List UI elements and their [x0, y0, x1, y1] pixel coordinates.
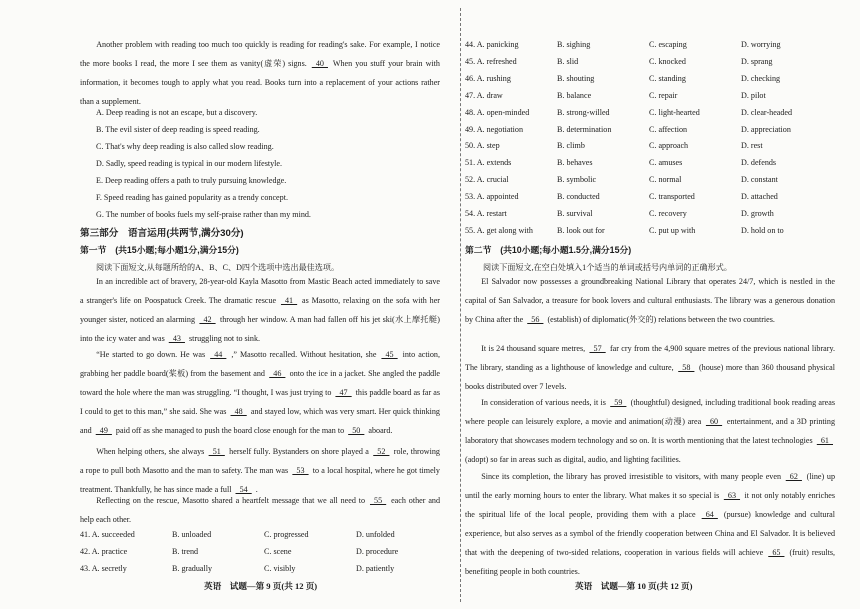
- mc-option: B. climb: [557, 141, 585, 151]
- mc-option: B. sighing: [557, 40, 591, 49]
- mc-option: B. survival: [557, 209, 593, 218]
- mc-option: D. constant: [741, 175, 778, 185]
- grammar-paragraph: In consideration of various needs, it is 59 (thoughtful) designed, including traditional book reading areas where people can leisurely explore, a movie and animation(动漫) area 60 entertainment, and a 3D printing laboratory that showcases modern technology and so on. It is worth mentioning that the latest technologies 61 (adopt) so far in areas such as digital, audio, and lighting facilities.: [465, 398, 836, 464]
- mc-option: 53. A. appointed: [465, 192, 519, 202]
- mc-option: D. unfolded: [356, 530, 395, 539]
- mc-option: 46. A. rushing: [465, 73, 511, 83]
- mc-option: 51. A. extends: [465, 158, 512, 168]
- cloze-paragraph: In an incredible act of bravery, 28-year-old Kayla Masotto from Mastic Beach acted immediately to save a stranger's life on Poospatuck Creek. The dramatic rescue 41 as Masotto, relaxing on the sofa with her younger sister, noticed an alarming 42 through her window. A man had fallen off his jet ski(水上摩托艇) into the icy water and was 43 struggling not to sink.: [80, 277, 440, 343]
- mc-option: C. scene: [264, 547, 292, 556]
- mc-option: 41. A. succeeded: [80, 530, 135, 539]
- mc-option: 55. A. get along with: [465, 225, 533, 235]
- mc-option: C. knocked: [649, 56, 686, 66]
- option-line: G. The number of books fuels my self-praise rather than my mind.: [96, 210, 311, 219]
- mc-option: C. affection: [649, 124, 688, 134]
- cloze-paragraph: When helping others, she always 51 herself fully. Bystanders on shore played a 52 role, throwing a rope to pull both Masotto and the man to safety. The man was 53 to a local hospital, where he got timely treatment. Thankfully, he has since made a full 54 .: [80, 447, 440, 494]
- passage-paragraph: Another problem with reading too much too quickly is reading for reading's sake. For example, I notice the more books I read, the more I see them as vanity(虚荣) signs. 40 When you stuff your brain with information, it becomes tough to apply what you read. Books turn into a replacement of your actions rather than a supplement.: [80, 40, 440, 106]
- mc-option: D. appreciation: [741, 124, 791, 134]
- mc-option: C. normal: [649, 175, 682, 185]
- page-footer: 英语 试题—第 10 页(共 12 页): [575, 581, 693, 591]
- mc-option: B. trend: [172, 547, 199, 556]
- mc-option: B. slid: [557, 56, 579, 66]
- mc-option: B. conducted: [557, 192, 600, 202]
- mc-option: D. attached: [741, 192, 778, 202]
- mc-option: C. transported: [649, 192, 695, 202]
- page-footer: 英语 试题—第 9 页(共 12 页): [204, 581, 318, 591]
- mc-option: 47. A. draw: [465, 90, 503, 100]
- option-line: E. Deep reading offers a path to truly pursuing knowledge.: [96, 176, 287, 185]
- mc-option: B. balance: [557, 90, 592, 100]
- mc-option: D. rest: [741, 141, 763, 151]
- mc-option: D. patiently: [356, 564, 395, 573]
- mc-option: C. progressed: [264, 530, 309, 539]
- option-line: D. Sadly, speed reading is typical in our modern lifestyle.: [96, 159, 283, 168]
- mc-option: C. recovery: [649, 209, 687, 218]
- mc-option: 50. A. step: [465, 141, 500, 151]
- mc-option: C. put up with: [649, 225, 696, 235]
- mc-option: 45. A. refreshed: [465, 56, 517, 66]
- option-line: F. Speed reading has gained popularity as a trendy concept.: [96, 193, 288, 202]
- section-two-instructions: 阅读下面短文,在空白处填入1个适当的单词或括号内单词的正确形式。: [483, 263, 732, 272]
- section-two-title: 第二节 (共10小题;每小题1.5分,满分15分): [465, 245, 632, 255]
- mc-option: B. symbolic: [557, 175, 597, 185]
- mc-option: 42. A. practice: [80, 547, 128, 556]
- cloze-paragraph: Reflecting on the rescue, Masotto shared a heartfelt message that we all need to 55 each other and help each other.: [80, 496, 440, 524]
- option-line: B. The evil sister of deep reading is speed reading.: [96, 125, 260, 134]
- mc-option: D. procedure: [356, 547, 399, 556]
- mc-option: D. growth: [741, 209, 774, 218]
- mc-option: C. visibly: [264, 564, 296, 573]
- grammar-paragraph: El Salvador now possesses a groundbreaking National Library that operates 24/7, which is nestled in the capital of San Salvador, a treasure for book lovers and cultural enthusiasts. The library was a generous donation by China after the 56 (establish) of diplomatic(外交的) relations between the two countries.: [465, 277, 835, 324]
- mc-option: C. repair: [649, 90, 678, 100]
- right-page: [461, 0, 860, 609]
- mc-option: D. checking: [741, 73, 781, 83]
- mc-option: C. light-hearted: [649, 107, 700, 117]
- section-one-instructions: 阅读下面短文,从每题所给的A、B、C、D四个选项中选出最佳选项。: [96, 263, 340, 272]
- mc-option: 54. A. restart: [465, 209, 507, 218]
- mc-option: 44. A. panicking: [465, 40, 519, 49]
- mc-option: C. standing: [649, 73, 686, 83]
- cloze-paragraph: “He started to go down. He was 44 ,” Masotto recalled. Without hesitation, she 45 into action, grabbing her paddle board(桨板) from the basement and 46 onto the ice in a jacket. She angled the paddle toward the hole where the man was struggling. “I thought, I was just trying to 47 this paddle board as far as I could to get to this man,” she said. She was 48 and stayed low, which was very smart. Her quick thinking and 49 paid off as she managed to push the board close enough for the man to 50 aboard.: [80, 350, 441, 435]
- mc-option: D. sprang: [741, 56, 773, 66]
- mc-option: B. gradually: [172, 564, 213, 573]
- mc-option: D. pilot: [741, 90, 766, 100]
- mc-option: C. approach: [649, 141, 689, 151]
- mc-option: 52. A. crucial: [465, 175, 509, 185]
- mc-option: B. strong-willed: [557, 107, 610, 117]
- mc-option: D. hold on to: [741, 225, 784, 235]
- mc-option: 49. A. negotiation: [465, 124, 523, 134]
- part-three-title: 第三部分 语言运用(共两节,满分30分): [80, 228, 244, 239]
- grammar-paragraph: It is 24 thousand square metres, 57 far cry from the 4,900 square metres of the previous national library. The library, standing as a lighthouse of knowledge and culture, 58 (house) more than 360 thousand physical books distributed over 7 levels.: [465, 344, 835, 391]
- option-line: A. Deep reading is not an escape, but a discovery.: [96, 108, 258, 117]
- section-one-title: 第一节 (共15小题;每小题1分,满分15分): [80, 245, 239, 255]
- mc-option: D. clear-headed: [741, 107, 793, 117]
- mc-option: B. unloaded: [172, 530, 212, 539]
- mc-option: B. behaves: [557, 158, 593, 168]
- mc-option: C. amuses: [649, 158, 683, 168]
- mc-option: 48. A. open-minded: [465, 107, 530, 117]
- option-line: C. That's why deep reading is also called slow reading.: [96, 142, 274, 151]
- mc-option: 43. A. secretly: [80, 564, 127, 573]
- mc-option: B. shouting: [557, 73, 595, 83]
- mc-option: B. determination: [557, 124, 612, 134]
- mc-option: B. look out for: [557, 225, 605, 235]
- grammar-paragraph: Since its completion, the library has proved irresistible to visitors, with many people even 62 (line) up until the early morning hours to enter the library. What makes it so special is 63 it not only notably enriches the spiritual life of the local people, providing them with a place 64 (pursue) knowledge and cultural experience, but also serves as a symbol of the friendly cooperation between China and El Salvador. It is believed that with the deepening of two-sided relations, cooperation in various fields will achieve 65 (fruit) results, benefiting people in both countries.: [465, 472, 835, 576]
- mc-option: C. escaping: [649, 40, 687, 49]
- mc-option: D. worrying: [741, 40, 781, 49]
- mc-option: D. defends: [741, 158, 777, 168]
